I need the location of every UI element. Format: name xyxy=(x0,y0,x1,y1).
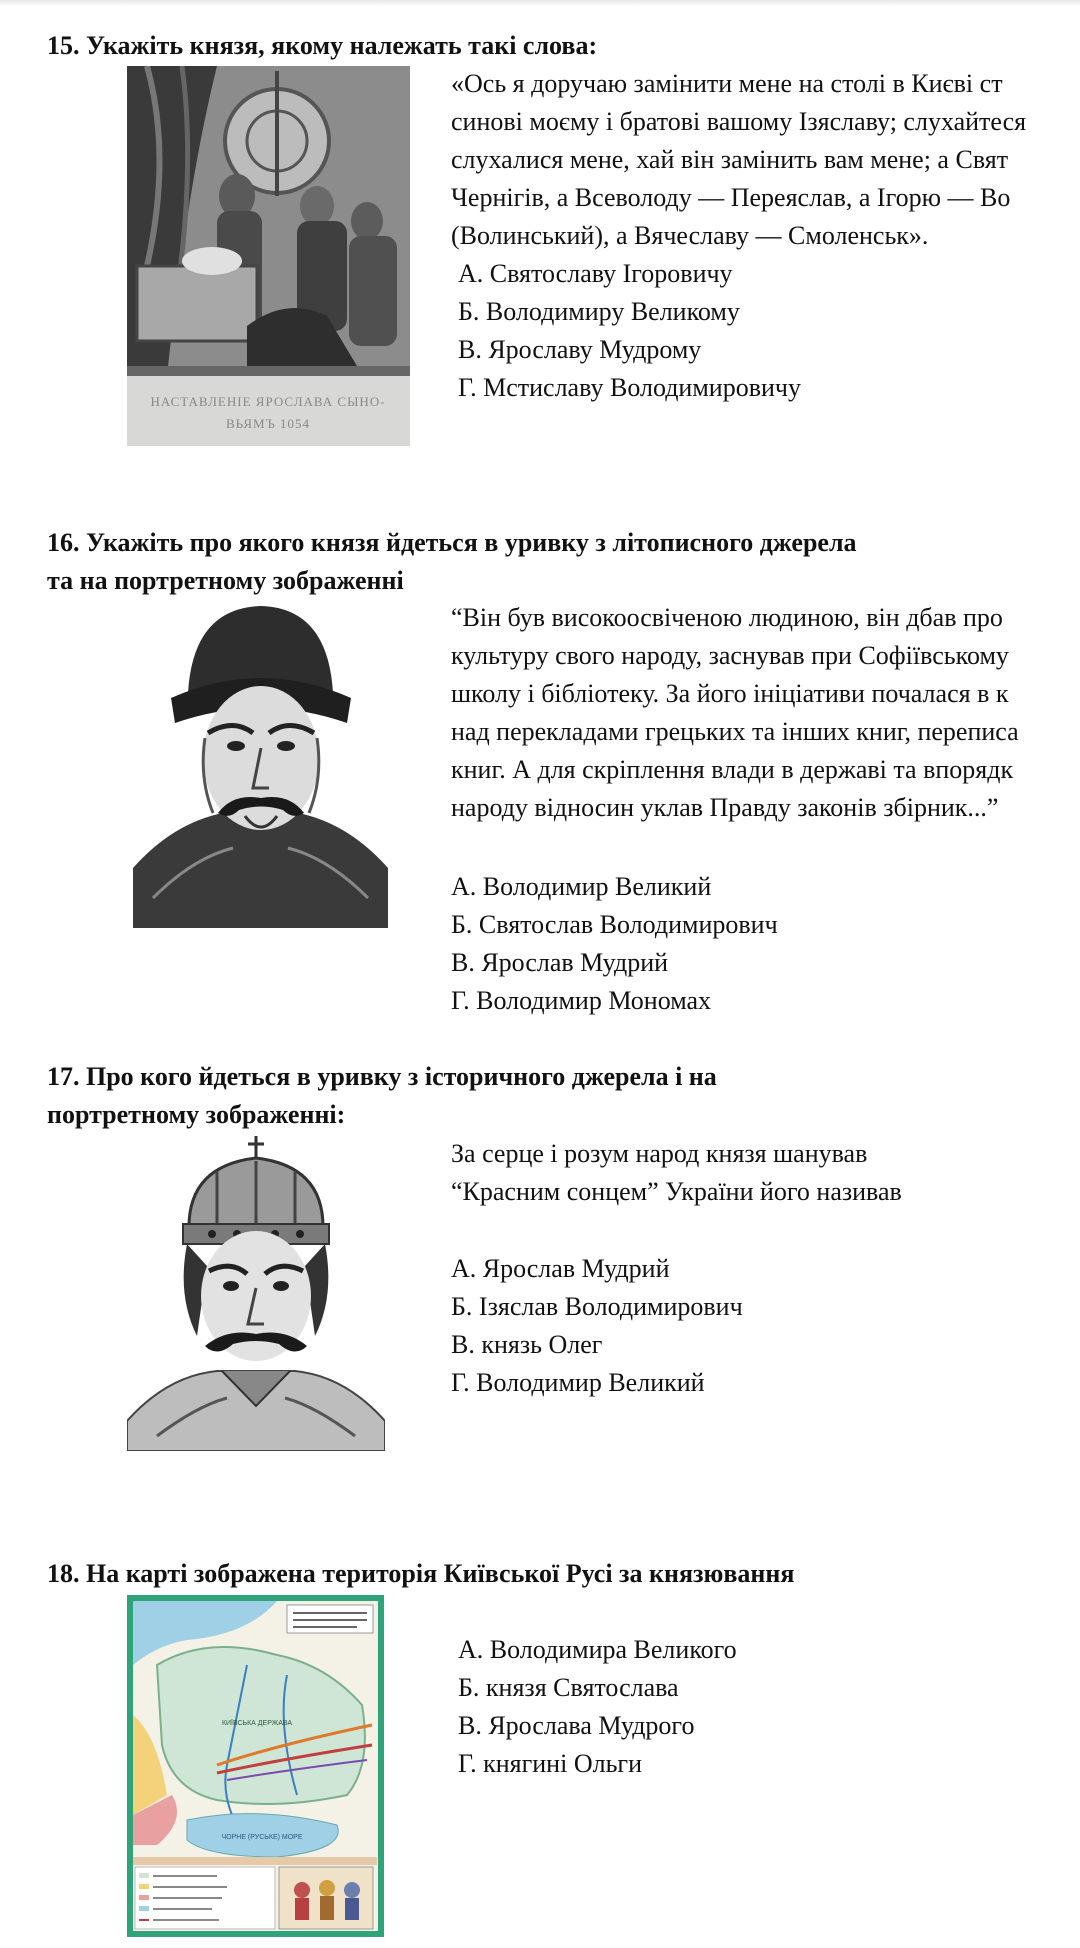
quote-line: Чернігів, а Всеволоду — Переяслав, а Ігорю — Во xyxy=(451,183,1011,212)
answer-option-a[interactable]: А. Святославу Ігоровичу xyxy=(458,259,733,288)
answer-option-a[interactable]: А. Володимир Великий xyxy=(451,872,712,901)
portrait-yaroslav-image xyxy=(133,598,388,928)
answer-option-b[interactable]: Б. князя Святослава xyxy=(458,1673,679,1702)
answer-option-a[interactable]: А. Володимира Великого xyxy=(458,1635,737,1664)
engraving-yaroslav-instruction-image xyxy=(127,66,410,446)
answer-option-c[interactable]: В. Ярослава Мудрого xyxy=(458,1711,695,1740)
quote-line: культуру свого народу, заснував при Софіївському xyxy=(451,641,1009,670)
answer-option-c[interactable]: В. Ярослав Мудрий xyxy=(451,948,669,977)
quote-line: (Волинський), а Вячеславу — Смоленськ». xyxy=(451,221,929,250)
title-line: 16. Укажіть про якого князя йдеться в уривку з літописного джерела xyxy=(47,528,857,557)
answer-option-c[interactable]: В. Ярославу Мудрому xyxy=(458,335,702,364)
quote-line: книг. А для скріплення влади в державі та впорядк xyxy=(451,755,1014,784)
portrait-volodymyr-image xyxy=(127,1136,385,1451)
question-17-quote xyxy=(451,1135,902,1211)
quote-line: над перекладами грецьких та інших книг, переписа xyxy=(451,717,1019,746)
quote-line: “Він був високоосвіченою людиною, він дбав про xyxy=(451,603,1003,632)
quote-line: народу відносин уклав Правду законів збірник...” xyxy=(451,793,999,822)
map-sea-label: ЧОРНЕ (РУСЬКЕ) МОРЕ xyxy=(221,1834,303,1841)
question-15-quote xyxy=(451,65,1026,255)
question-17-options xyxy=(451,1250,743,1402)
engraving-caption-line-2: ВЬЯМЪ 1054 xyxy=(225,416,311,431)
answer-option-d[interactable]: Г. княгині Ольги xyxy=(458,1749,643,1778)
engraving-caption-line-1: НАСТАВЛЕНІЕ ЯРОСЛАВА СЫНО- xyxy=(150,394,386,409)
answer-option-d[interactable]: Г. Мстиславу Володимировичу xyxy=(458,373,801,402)
answer-option-c[interactable]: В. князь Олег xyxy=(451,1330,603,1359)
answer-option-d[interactable]: Г. Володимир Великий xyxy=(451,1368,705,1397)
question-17-title xyxy=(47,1058,717,1134)
quote-line: школу і бібліотеку. За його ініціативи почалася в к xyxy=(451,679,1009,708)
question-15-title: 15. Укажіть князя, якому належать такі слова: xyxy=(47,31,598,60)
quote-line: синові моєму і братові вашому Ізяславу; слухайтеся xyxy=(451,107,1027,136)
answer-option-b[interactable]: Б. Святослав Володимирович xyxy=(451,910,778,939)
title-line: 17. Про кого йдеться в уривку з історичного джерела і на xyxy=(47,1062,717,1091)
map-kyivan-rus-image xyxy=(127,1595,384,1937)
question-15-options xyxy=(458,255,801,407)
answer-option-b[interactable]: Б. Володимиру Великому xyxy=(458,297,740,326)
quote-line: За серце і розум народ князя шанував xyxy=(451,1139,868,1168)
answer-option-d[interactable]: Г. Володимир Мономах xyxy=(451,986,712,1015)
top-divider xyxy=(0,0,1080,6)
question-16-title xyxy=(47,524,857,600)
question-16-quote xyxy=(451,599,1019,827)
quote-line: “Красним сонцем” України його називав xyxy=(451,1177,902,1206)
map-state-label: КИЇВСЬКА ДЕРЖАВА xyxy=(221,1720,293,1727)
question-16-options xyxy=(451,868,778,1020)
quote-line: слухалися мене, хай він замінить вам мене; а Свят xyxy=(451,145,1009,174)
answer-option-b[interactable]: Б. Ізяслав Володимирович xyxy=(451,1292,743,1321)
question-18-options xyxy=(458,1631,737,1783)
title-line: портретному зображенні: xyxy=(47,1100,346,1129)
answer-option-a[interactable]: А. Ярослав Мудрий xyxy=(451,1254,670,1283)
quote-line: «Ось я доручаю замінити мене на столі в Києві ст xyxy=(451,69,1003,98)
question-18-title: 18. На карті зображена територія Київської Русі за князювання xyxy=(47,1559,795,1588)
title-line: та на портретному зображенні xyxy=(47,566,404,595)
